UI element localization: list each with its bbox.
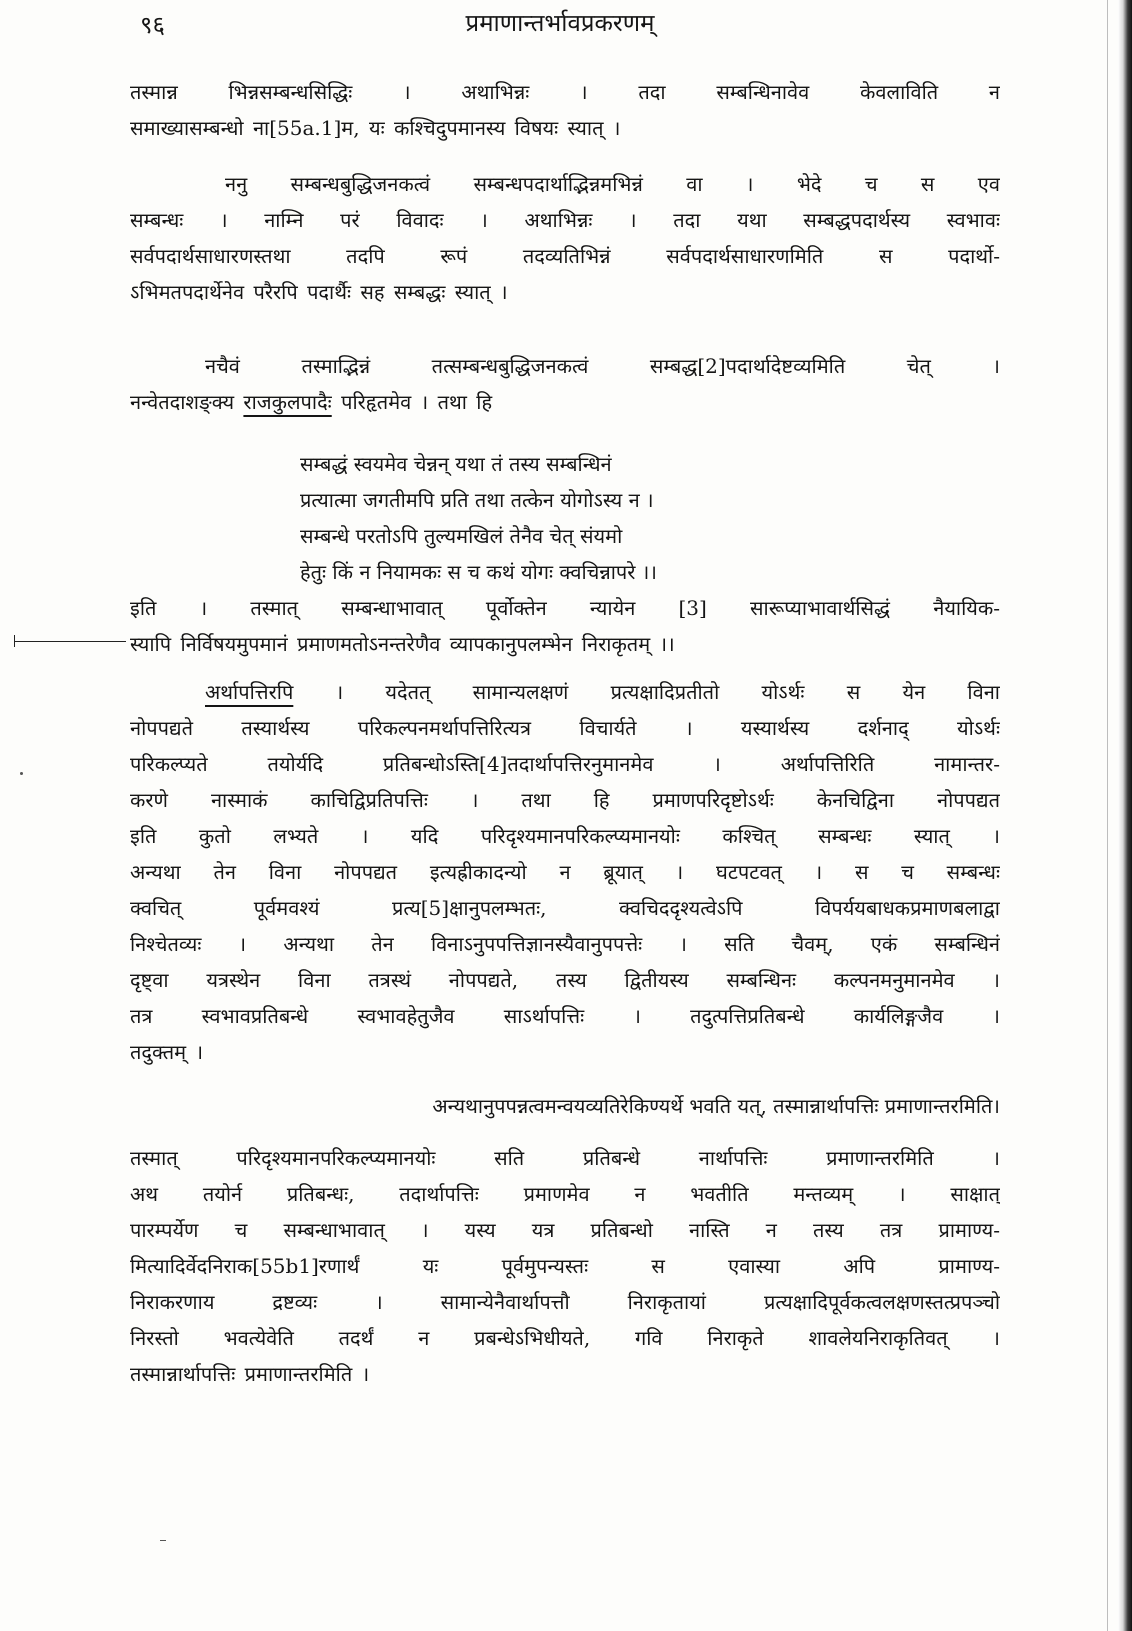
text-line: तस्मान्नार्थापत्तिः प्रमाणान्तरमिति ।: [130, 1362, 370, 1386]
scan-speck: [20, 772, 23, 775]
text-line: निरस्तो भवत्येवेति तदर्थं न प्रबन्धेऽभिधीयते, गवि निराकृते शावलेयनिराकृतिवत् ।: [130, 1326, 1000, 1350]
text-line: अन्यथा तेन विना नोपपद्यत इत्यह्रीकादन्यो न ब्रूयात् । घटपटवत् । स च सम्बन्धः: [130, 860, 1000, 884]
verse-line: हेतुः किं न नियामकः स च कथं योगः क्वचिन्नापरे ।।: [300, 560, 657, 584]
scan-speck: [160, 1540, 166, 1541]
paragraph-conclusion: [130, 1140, 1000, 1392]
verse-line: सम्बन्धे परतोऽपि तुल्यमखिलं तेनैव चेत् संयमो: [300, 524, 623, 548]
text-line: इति कुतो लभ्यते । यदि परिदृश्यमानपरिकल्प्यमानयोः कश्चित् सम्बन्धः स्यात् ।: [130, 824, 1000, 848]
text-line: ननु सम्बन्धबुद्धिजनकत्वं सम्बन्धपदार्थाद्भिन्नमभिन्नं वा । भेदे च स एव: [225, 172, 1000, 196]
text-line: निश्चेतव्यः । अन्यथा तेन विनाऽनुपपत्तिज्ञानस्यैवानुपपत्तेः । सति चैवम्, एकं सम्बन्धिनं: [130, 932, 1000, 956]
text-line: परिकल्प्यते तयोर्यदि प्रतिबन्धोऽस्ति[4]तदार्थापत्तिरनुमानमेव । अर्थापत्तिरिति नामान्तर-: [130, 752, 1000, 776]
verse-line: प्रत्यात्मा जगतीमपि प्रति तथा तत्केन योगोऽस्य न ।: [300, 488, 654, 512]
quoted-verse: अन्यथानुपपन्नत्वमन्वयव्यतिरेकिण्यर्थे भवति यत्, तस्मान्नार्थापत्तिः प्रमाणान्तरमिति।: [432, 1094, 1000, 1118]
paragraph-arthapatti: [130, 674, 1000, 1070]
paragraph-1: [130, 74, 1000, 146]
margin-rule-line: [14, 641, 126, 642]
text-line: सम्बन्धः । नाम्नि परं विवादः । अथाभिन्नः । तदा यथा सम्बद्धपदार्थस्य स्वभावः: [130, 208, 1000, 232]
text-line: तस्मात् परिदृश्यमानपरिकल्प्यमानयोः सति प्रतिबन्धे नार्थापत्तिः प्रमाणान्तरमिति ।: [130, 1146, 1000, 1170]
text-line: इति । तस्मात् सम्बन्धाभावात् पूर्वोक्तेन न्यायेन [3] सारूप्याभावार्थसिद्धं नैयायिक-: [130, 596, 1000, 620]
text-line: ऽभिमतपदार्थेनेव परैरपि पदार्थैः सह सम्बद्धः स्यात् ।: [130, 280, 508, 304]
text-line: नोपपद्यते तस्यार्थस्य परिकल्पनमर्थापत्तिरित्यत्र विचार्यते । यस्यार्थस्य दर्शनाद् योऽर्थः: [130, 716, 1000, 740]
paragraph-3: [130, 348, 1000, 420]
scan-binding-shadow: [1118, 0, 1132, 1631]
text-line: समाख्यासम्बन्धो ना[55a.1]म, यः कश्चिदुपमानस्य विषयः स्यात् ।: [130, 116, 621, 140]
text-line: करणे नास्माकं काचिद्विप्रतिपत्तिः । तथा हि प्रमाणपरिदृष्टोऽर्थः केनचिद्विना नोपपद्यत: [130, 788, 1000, 812]
underlined-phrase: राजकुलपादैः: [243, 390, 332, 414]
text-line: अथ तयोर्न प्रतिबन्धः, तदार्थापत्तिः प्रमाणमेव न भवतीति मन्तव्यम् । साक्षात्: [130, 1182, 1000, 1206]
text-line: दृष्ट्वा यत्रस्थेन विना तत्रस्थं नोपपद्यते, तस्य द्वितीयस्य सम्बन्धिनः कल्पनमनुमानमेव ।: [130, 968, 1000, 992]
text-line: तत्र स्वभावप्रतिबन्धे स्वभावहेतुजैव साऽर्थापत्तिः । तदुत्पत्तिप्रतिबन्धे कार्यलिङ्गजैव ।: [130, 1004, 1000, 1028]
text-line: अर्थापत्तिरपि । यदेतत् सामान्यलक्षणं प्रत्यक्षादिप्रतीतो योऽर्थः स येन विना: [205, 680, 1000, 704]
text-line: तदुक्तम् ।: [130, 1040, 204, 1064]
text-line: निराकरणाय द्रष्टव्यः । सामान्येनैवार्थापत्तौ निराकृतायां प्रत्यक्षादिपूर्वकत्वलक्षणस्तत्प्रपञ्चो: [130, 1290, 1000, 1314]
text-line: मित्यादिर्वेदनिराक[55b1]रणार्थं यः पूर्वमुपन्यस्तः स एवास्या अपि प्रामाण्य-: [130, 1254, 1000, 1278]
text-line: स्यापि निर्विषयमुपमानं प्रमाणमतोऽनन्तरेणैव व्यापकानुपलम्भेन निराकृतम् ।।: [130, 632, 675, 656]
page-number: ९६: [140, 11, 165, 39]
text-line-with-underline: [130, 384, 1000, 420]
text-line: क्वचित् पूर्वमवश्यं प्रत्य[5]क्षानुपलम्भतः, क्वचिददृश्यत्वेऽपि विपर्ययबाधकप्रमाणबलाद्वा: [130, 896, 1000, 920]
paragraph-2: [130, 166, 1000, 310]
paragraph-3-line-2: नन्वेतदाशङ्क्य राजकुलपादैः परिहृतमेव । तथा हि: [130, 390, 493, 414]
page-edge-line: [1107, 0, 1108, 1631]
paragraph-after-verse: [130, 590, 1000, 662]
running-title: प्रमाणान्तर्भावप्रकरणम्: [465, 9, 655, 37]
text-line: तस्मान्न भिन्नसम्बन्धसिद्धिः । अथाभिन्नः । तदा सम्बन्धिनावेव केवलाविति न: [130, 80, 1000, 104]
text-line: नचैवं तस्माद्भिन्नं तत्सम्बन्धबुद्धिजनकत्वं सम्बद्ध[2]पदार्थादेष्टव्यमिति चेत् ।: [205, 354, 1000, 378]
underlined-phrase: अर्थापत्तिरपि: [205, 680, 294, 704]
text-line: सर्वपदार्थसाधारणस्तथा तदपि रूपं तदव्यतिभिन्नं सर्वपदार्थसाधारणमिति स पदार्थो-: [130, 244, 1000, 268]
verse-block: [300, 446, 860, 590]
verse-line: सम्बद्धं स्वयमेव चेन्नन् यथा तं तस्य सम्बन्धिनं: [300, 452, 612, 476]
text-line: पारम्पर्येण च सम्बन्धाभावात् । यस्य यत्र प्रतिबन्धो नास्ति न तस्य तत्र प्रामाण्य-: [130, 1218, 1000, 1242]
